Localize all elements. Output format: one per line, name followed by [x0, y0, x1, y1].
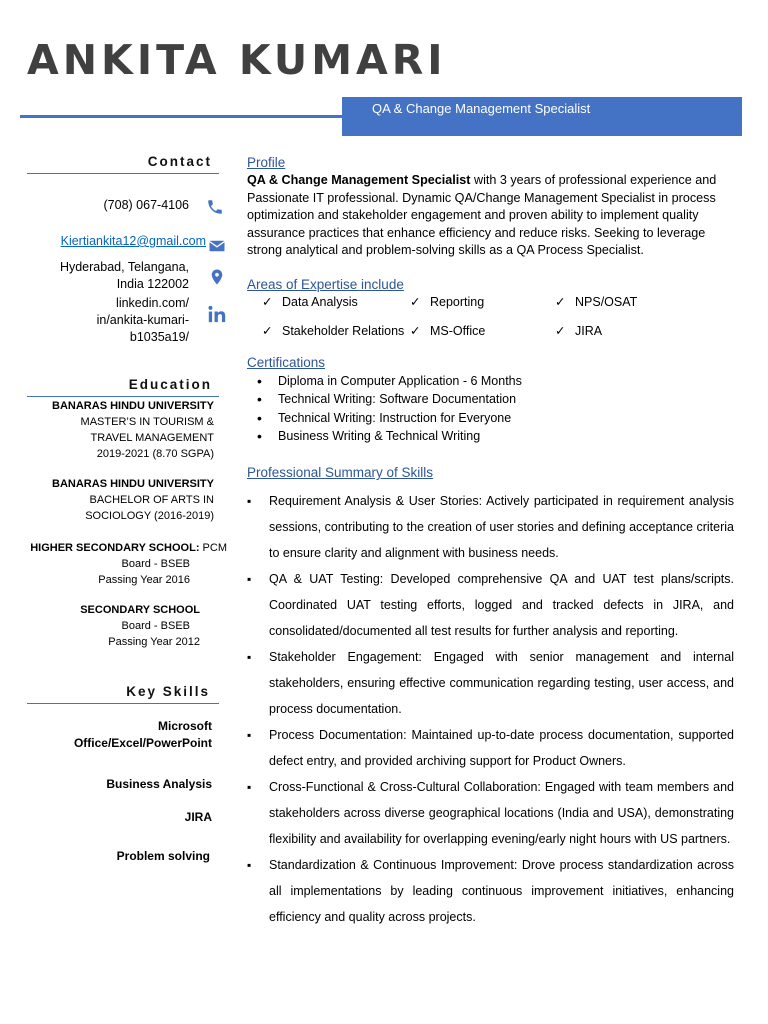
summary-item: ▪ Process Documentation: Maintained up-to-date process documentation, supported defect entry, and provided archiving support for Product Owners.: [247, 722, 734, 774]
certifications-list: [257, 372, 737, 445]
check-icon: ✓: [410, 295, 421, 309]
education-entry: [52, 398, 214, 462]
check-icon: ✓: [555, 295, 566, 309]
board-line: Board - BSEB: [121, 558, 190, 570]
key-skills-heading: Key Skills: [126, 684, 210, 699]
degree-line: MASTER’S IN TOURISM &: [80, 416, 214, 428]
location-icon: [208, 268, 226, 286]
key-skills-rule: [27, 703, 219, 704]
address-line-1: Hyderabad, Telangana,: [59, 260, 189, 274]
profile-heading: Profile: [247, 155, 286, 170]
profile-lead: QA & Change Management Specialist: [247, 173, 471, 187]
degree-line: 2019-2021 (8.70 SGPA): [96, 448, 214, 460]
skill-item: [74, 718, 212, 752]
profile-text: [247, 172, 742, 260]
school-name: SECONDARY SCHOOL: [80, 604, 200, 616]
summary-item: ▪ Stakeholder Engagement: Engaged with senior management and internal stakeholders, ensuring effective communication regarding testing, user access, and process documentation.: [247, 644, 734, 722]
profile-body: with 3 years of professional experience and Passionate IT professional. Dynamic QA/Change Management Specialist in process optimization and stakeholder engagement and proven ability to implement quality assurance practices that enhance efficiency and reduce risks. Seeking to leverage strong analytical and problem-solving skills as a QA Process Specialist.: [247, 173, 717, 257]
address-line-2: India 122002: [116, 277, 189, 291]
check-icon: ✓: [262, 295, 273, 309]
linkedin-icon: [207, 305, 227, 323]
certification-item: • Diploma in Computer Application - 6 Months: [257, 372, 737, 390]
expertise-item: ✓ MS-Office: [410, 324, 486, 338]
email-icon: [208, 237, 226, 255]
expertise-item: ✓ Stakeholder Relations: [262, 324, 405, 338]
certification-item: • Technical Writing: Software Documentation: [257, 390, 737, 408]
degree-line: SOCIOLOGY (2016-2019): [85, 510, 214, 522]
degree-line: BACHELOR OF ARTS IN: [89, 494, 214, 506]
passing-year: Passing Year 2012: [108, 636, 200, 648]
expertise-item: ✓ Reporting: [410, 295, 485, 309]
school-stream: PCM: [199, 542, 227, 554]
candidate-name: ANKITA KUMARI: [27, 36, 447, 84]
phone-icon: [206, 198, 224, 216]
title-banner: [342, 97, 742, 136]
expertise-item: ✓ JIRA: [555, 324, 603, 338]
summary-list: [247, 488, 734, 930]
linkedin-url[interactable]: [97, 295, 189, 346]
education-heading: Education: [128, 377, 212, 392]
skill-item: JIRA: [184, 810, 212, 824]
summary-item: ▪ QA & UAT Testing: Developed comprehensive QA and UAT test plans/scripts. Coordinated UAT testing efforts, logged and tracked defects in JIRA, and consolidated/documented all test results for further analysis and reporting.: [247, 566, 734, 644]
certification-item: • Technical Writing: Instruction for Everyone: [257, 409, 737, 427]
email-link[interactable]: Kiertiankita12@gmail.com: [60, 234, 206, 248]
school-name: HIGHER SECONDARY SCHOOL:: [30, 542, 200, 554]
skill-item: Business Analysis: [106, 777, 212, 791]
summary-item: ▪ Cross-Functional & Cross-Cultural Collaboration: Engaged with team members and stakeholders across diverse geographical locations (India and USA), demonstrating flexibility and availability for overlapping evening/early night hours with US partners.: [247, 774, 734, 852]
expertise-heading: Areas of Expertise include: [247, 277, 404, 292]
degree-line: TRAVEL MANAGEMENT: [90, 432, 214, 444]
summary-heading: Professional Summary of Skills: [247, 465, 434, 480]
summary-item: ▪ Requirement Analysis & User Stories: Actively participated in requirement analysis sessions, contributing to the creation of user stories and defining acceptance criteria to ensure clarity and alignment with business needs.: [247, 488, 734, 566]
skill-line: Microsoft: [158, 719, 212, 733]
school-name: BANARAS HINDU UNIVERSITY: [52, 478, 214, 490]
header-rule: [20, 115, 342, 118]
passing-year: Passing Year 2016: [98, 574, 190, 586]
skill-item: Problem solving: [116, 849, 210, 863]
board-line: Board - BSEB: [121, 620, 190, 632]
skill-line: Office/Excel/PowerPoint: [73, 736, 212, 750]
education-entry: [80, 602, 200, 650]
education-rule: [27, 396, 219, 397]
education-entry: [30, 540, 227, 588]
contact-heading: Contact: [147, 154, 212, 169]
certifications-heading: Certifications: [247, 355, 326, 370]
check-icon: ✓: [410, 324, 421, 338]
school-name: BANARAS HINDU UNIVERSITY: [52, 400, 214, 412]
expertise-item: ✓ NPS/OSAT: [555, 295, 638, 309]
linkedin-line-3: b1035a19/: [129, 330, 189, 344]
certification-item: • Business Writing & Technical Writing: [257, 427, 737, 445]
check-icon: ✓: [262, 324, 273, 338]
job-title: QA & Change Management Specialist: [372, 101, 591, 116]
check-icon: ✓: [555, 324, 566, 338]
phone-number: (708) 067-4106: [103, 198, 189, 212]
summary-item: ▪ Standardization & Continuous Improvement: Drove process standardization across all implementations by leading continuous improvement initiatives, enhancing efficiency and quality across projects.: [247, 852, 734, 930]
address: [60, 259, 189, 293]
education-entry: [52, 476, 214, 524]
contact-rule: [27, 173, 219, 174]
expertise-item: ✓ Data Analysis: [262, 295, 358, 309]
linkedin-line-1: linkedin.com/: [116, 296, 189, 310]
linkedin-line-2: in/ankita-kumari-: [96, 313, 189, 327]
